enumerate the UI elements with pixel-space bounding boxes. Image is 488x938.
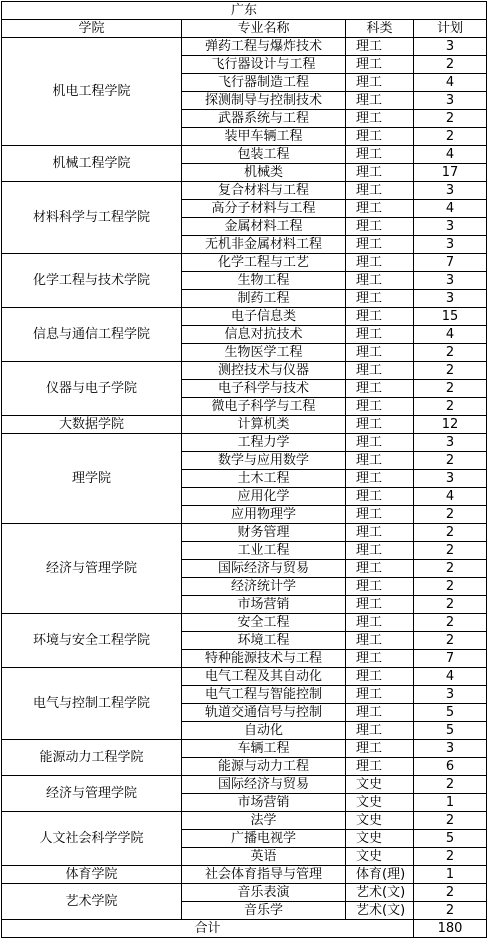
major-plan-cell: 15 bbox=[414, 308, 487, 326]
major-plan-cell: 3 bbox=[414, 182, 487, 200]
major-name-cell: 计算机类 bbox=[182, 416, 346, 434]
major-name-cell: 经济统计学 bbox=[182, 578, 346, 596]
major-name-cell: 英语 bbox=[182, 848, 346, 866]
major-name-cell: 机械类 bbox=[182, 164, 346, 182]
major-type-cell: 理工 bbox=[346, 398, 414, 416]
college-cell: 仪器与电子学院 bbox=[2, 362, 182, 416]
major-plan-cell: 4 bbox=[414, 200, 487, 218]
major-plan-cell: 2 bbox=[414, 398, 487, 416]
table-title: 广东 bbox=[2, 2, 487, 20]
major-plan-cell: 2 bbox=[414, 128, 487, 146]
major-name-cell: 制药工程 bbox=[182, 290, 346, 308]
major-name-cell: 安全工程 bbox=[182, 614, 346, 632]
major-plan-cell: 4 bbox=[414, 488, 487, 506]
table-row bbox=[2, 776, 487, 794]
major-plan-cell: 2 bbox=[414, 560, 487, 578]
major-type-cell: 理工 bbox=[346, 632, 414, 650]
major-type-cell: 理工 bbox=[346, 56, 414, 74]
major-name-cell: 应用化学 bbox=[182, 488, 346, 506]
major-plan-cell: 2 bbox=[414, 812, 487, 830]
major-type-cell: 理工 bbox=[346, 524, 414, 542]
header-row bbox=[2, 20, 487, 38]
major-type-cell: 理工 bbox=[346, 128, 414, 146]
major-name-cell: 轨道交通信号与控制 bbox=[182, 704, 346, 722]
major-name-cell: 探测制导与控制技术 bbox=[182, 92, 346, 110]
table-row bbox=[2, 254, 487, 272]
college-cell: 人文社会科学学院 bbox=[2, 812, 182, 866]
college-cell: 机械工程学院 bbox=[2, 146, 182, 182]
major-type-cell: 理工 bbox=[346, 182, 414, 200]
major-plan-cell: 2 bbox=[414, 848, 487, 866]
major-name-cell: 车辆工程 bbox=[182, 740, 346, 758]
total-row bbox=[2, 920, 487, 938]
major-plan-cell: 2 bbox=[414, 110, 487, 128]
total-label: 合计 bbox=[2, 920, 414, 938]
major-plan-cell: 2 bbox=[414, 596, 487, 614]
major-plan-cell: 2 bbox=[414, 578, 487, 596]
major-name-cell: 应用物理学 bbox=[182, 506, 346, 524]
major-plan-cell: 4 bbox=[414, 74, 487, 92]
major-name-cell: 音乐学 bbox=[182, 902, 346, 920]
major-name-cell: 装甲车辆工程 bbox=[182, 128, 346, 146]
major-type-cell: 理工 bbox=[346, 362, 414, 380]
major-plan-cell: 3 bbox=[414, 38, 487, 56]
major-plan-cell: 1 bbox=[414, 794, 487, 812]
major-plan-cell: 5 bbox=[414, 704, 487, 722]
major-plan-cell: 2 bbox=[414, 884, 487, 902]
major-plan-cell: 1 bbox=[414, 866, 487, 884]
enrollment-plan-table bbox=[1, 1, 487, 938]
major-type-cell: 理工 bbox=[346, 146, 414, 164]
major-name-cell: 复合材料与工程 bbox=[182, 182, 346, 200]
college-cell: 环境与安全工程学院 bbox=[2, 614, 182, 668]
major-plan-cell: 7 bbox=[414, 650, 487, 668]
major-plan-cell: 3 bbox=[414, 236, 487, 254]
major-type-cell: 理工 bbox=[346, 290, 414, 308]
major-plan-cell: 3 bbox=[414, 290, 487, 308]
major-name-cell: 高分子材料与工程 bbox=[182, 200, 346, 218]
college-cell: 化学工程与技术学院 bbox=[2, 254, 182, 308]
major-plan-cell: 2 bbox=[414, 614, 487, 632]
major-type-cell: 理工 bbox=[346, 326, 414, 344]
major-name-cell: 电子信息类 bbox=[182, 308, 346, 326]
major-type-cell: 理工 bbox=[346, 560, 414, 578]
header-major: 专业名称 bbox=[182, 20, 346, 38]
major-name-cell: 特种能源技术与工程 bbox=[182, 650, 346, 668]
major-name-cell: 土木工程 bbox=[182, 470, 346, 488]
table-row bbox=[2, 668, 487, 686]
major-type-cell: 理工 bbox=[346, 740, 414, 758]
table-row bbox=[2, 884, 487, 902]
major-type-cell: 理工 bbox=[346, 200, 414, 218]
major-type-cell: 理工 bbox=[346, 542, 414, 560]
major-plan-cell: 3 bbox=[414, 740, 487, 758]
title-row bbox=[2, 2, 487, 20]
major-plan-cell: 12 bbox=[414, 416, 487, 434]
major-name-cell: 广播电视学 bbox=[182, 830, 346, 848]
table-body bbox=[2, 2, 487, 938]
major-name-cell: 数学与应用数学 bbox=[182, 452, 346, 470]
major-type-cell: 理工 bbox=[346, 380, 414, 398]
major-name-cell: 包装工程 bbox=[182, 146, 346, 164]
major-name-cell: 市场营销 bbox=[182, 794, 346, 812]
major-name-cell: 电气工程及其自动化 bbox=[182, 668, 346, 686]
enrollment-table-container bbox=[1, 1, 486, 938]
major-type-cell: 文史 bbox=[346, 812, 414, 830]
major-name-cell: 微电子科学与工程 bbox=[182, 398, 346, 416]
major-plan-cell: 2 bbox=[414, 56, 487, 74]
major-plan-cell: 2 bbox=[414, 542, 487, 560]
major-name-cell: 市场营销 bbox=[182, 596, 346, 614]
major-type-cell: 文史 bbox=[346, 830, 414, 848]
major-name-cell: 测控技术与仪器 bbox=[182, 362, 346, 380]
major-name-cell: 生物医学工程 bbox=[182, 344, 346, 362]
college-cell: 经济与管理学院 bbox=[2, 776, 182, 812]
major-name-cell: 无机非金属材料工程 bbox=[182, 236, 346, 254]
college-cell: 能源动力工程学院 bbox=[2, 740, 182, 776]
college-cell: 大数据学院 bbox=[2, 416, 182, 434]
major-name-cell: 生物工程 bbox=[182, 272, 346, 290]
college-cell: 材料科学与工程学院 bbox=[2, 182, 182, 254]
major-type-cell: 理工 bbox=[346, 218, 414, 236]
major-plan-cell: 2 bbox=[414, 362, 487, 380]
major-type-cell: 理工 bbox=[346, 470, 414, 488]
major-plan-cell: 2 bbox=[414, 776, 487, 794]
table-row bbox=[2, 362, 487, 380]
table-row bbox=[2, 182, 487, 200]
major-type-cell: 艺术(文) bbox=[346, 884, 414, 902]
major-type-cell: 文史 bbox=[346, 776, 414, 794]
major-name-cell: 电气工程与智能控制 bbox=[182, 686, 346, 704]
major-plan-cell: 6 bbox=[414, 758, 487, 776]
major-type-cell: 理工 bbox=[346, 434, 414, 452]
table-row bbox=[2, 146, 487, 164]
major-type-cell: 理工 bbox=[346, 74, 414, 92]
major-name-cell: 武器系统与工程 bbox=[182, 110, 346, 128]
major-plan-cell: 5 bbox=[414, 830, 487, 848]
major-name-cell: 飞行器设计与工程 bbox=[182, 56, 346, 74]
major-type-cell: 理工 bbox=[346, 38, 414, 56]
major-name-cell: 化学工程与工艺 bbox=[182, 254, 346, 272]
major-name-cell: 环境工程 bbox=[182, 632, 346, 650]
major-name-cell: 社会体育指导与管理 bbox=[182, 866, 346, 884]
major-type-cell: 理工 bbox=[346, 506, 414, 524]
major-type-cell: 理工 bbox=[346, 650, 414, 668]
major-type-cell: 理工 bbox=[346, 344, 414, 362]
header-type: 科类 bbox=[346, 20, 414, 38]
major-type-cell: 文史 bbox=[346, 848, 414, 866]
major-plan-cell: 4 bbox=[414, 146, 487, 164]
major-type-cell: 理工 bbox=[346, 164, 414, 182]
major-plan-cell: 17 bbox=[414, 164, 487, 182]
major-plan-cell: 7 bbox=[414, 254, 487, 272]
major-plan-cell: 2 bbox=[414, 380, 487, 398]
college-cell: 电气与控制工程学院 bbox=[2, 668, 182, 740]
major-plan-cell: 2 bbox=[414, 452, 487, 470]
table-row bbox=[2, 308, 487, 326]
major-type-cell: 理工 bbox=[346, 578, 414, 596]
table-row bbox=[2, 866, 487, 884]
major-name-cell: 能源与动力工程 bbox=[182, 758, 346, 776]
major-plan-cell: 3 bbox=[414, 218, 487, 236]
table-row bbox=[2, 434, 487, 452]
major-type-cell: 文史 bbox=[346, 794, 414, 812]
major-type-cell: 理工 bbox=[346, 758, 414, 776]
major-type-cell: 理工 bbox=[346, 110, 414, 128]
college-cell: 信息与通信工程学院 bbox=[2, 308, 182, 362]
major-type-cell: 理工 bbox=[346, 452, 414, 470]
major-plan-cell: 3 bbox=[414, 272, 487, 290]
major-plan-cell: 3 bbox=[414, 92, 487, 110]
major-plan-cell: 3 bbox=[414, 470, 487, 488]
major-plan-cell: 4 bbox=[414, 668, 487, 686]
major-type-cell: 理工 bbox=[346, 596, 414, 614]
major-type-cell: 理工 bbox=[346, 272, 414, 290]
major-type-cell: 理工 bbox=[346, 488, 414, 506]
major-plan-cell: 2 bbox=[414, 506, 487, 524]
major-name-cell: 法学 bbox=[182, 812, 346, 830]
major-type-cell: 理工 bbox=[346, 308, 414, 326]
major-type-cell: 理工 bbox=[346, 722, 414, 740]
table-row bbox=[2, 812, 487, 830]
college-cell: 艺术学院 bbox=[2, 884, 182, 920]
table-row bbox=[2, 740, 487, 758]
college-cell: 理学院 bbox=[2, 434, 182, 524]
major-plan-cell: 2 bbox=[414, 344, 487, 362]
major-name-cell: 弹药工程与爆炸技术 bbox=[182, 38, 346, 56]
table-row bbox=[2, 524, 487, 542]
major-name-cell: 金属材料工程 bbox=[182, 218, 346, 236]
major-type-cell: 理工 bbox=[346, 686, 414, 704]
major-type-cell: 体育(理) bbox=[346, 866, 414, 884]
major-plan-cell: 4 bbox=[414, 326, 487, 344]
major-plan-cell: 5 bbox=[414, 722, 487, 740]
major-name-cell: 工业工程 bbox=[182, 542, 346, 560]
major-name-cell: 国际经济与贸易 bbox=[182, 560, 346, 578]
major-type-cell: 理工 bbox=[346, 416, 414, 434]
major-type-cell: 理工 bbox=[346, 92, 414, 110]
major-name-cell: 音乐表演 bbox=[182, 884, 346, 902]
major-type-cell: 理工 bbox=[346, 614, 414, 632]
total-value: 180 bbox=[414, 920, 487, 938]
major-plan-cell: 3 bbox=[414, 686, 487, 704]
college-cell: 经济与管理学院 bbox=[2, 524, 182, 614]
major-plan-cell: 2 bbox=[414, 902, 487, 920]
college-cell: 体育学院 bbox=[2, 866, 182, 884]
college-cell: 机电工程学院 bbox=[2, 38, 182, 146]
major-name-cell: 自动化 bbox=[182, 722, 346, 740]
major-name-cell: 电子科学与技术 bbox=[182, 380, 346, 398]
major-name-cell: 飞行器制造工程 bbox=[182, 74, 346, 92]
table-row bbox=[2, 614, 487, 632]
header-plan: 计划 bbox=[414, 20, 487, 38]
major-plan-cell: 2 bbox=[414, 524, 487, 542]
header-college: 学院 bbox=[2, 20, 182, 38]
major-name-cell: 财务管理 bbox=[182, 524, 346, 542]
major-name-cell: 信息对抗技术 bbox=[182, 326, 346, 344]
major-type-cell: 理工 bbox=[346, 668, 414, 686]
major-type-cell: 艺术(文) bbox=[346, 902, 414, 920]
major-type-cell: 理工 bbox=[346, 704, 414, 722]
major-type-cell: 理工 bbox=[346, 254, 414, 272]
table-row bbox=[2, 416, 487, 434]
major-plan-cell: 2 bbox=[414, 632, 487, 650]
major-name-cell: 工程力学 bbox=[182, 434, 346, 452]
table-row bbox=[2, 38, 487, 56]
major-plan-cell: 3 bbox=[414, 434, 487, 452]
major-name-cell: 国际经济与贸易 bbox=[182, 776, 346, 794]
major-type-cell: 理工 bbox=[346, 236, 414, 254]
